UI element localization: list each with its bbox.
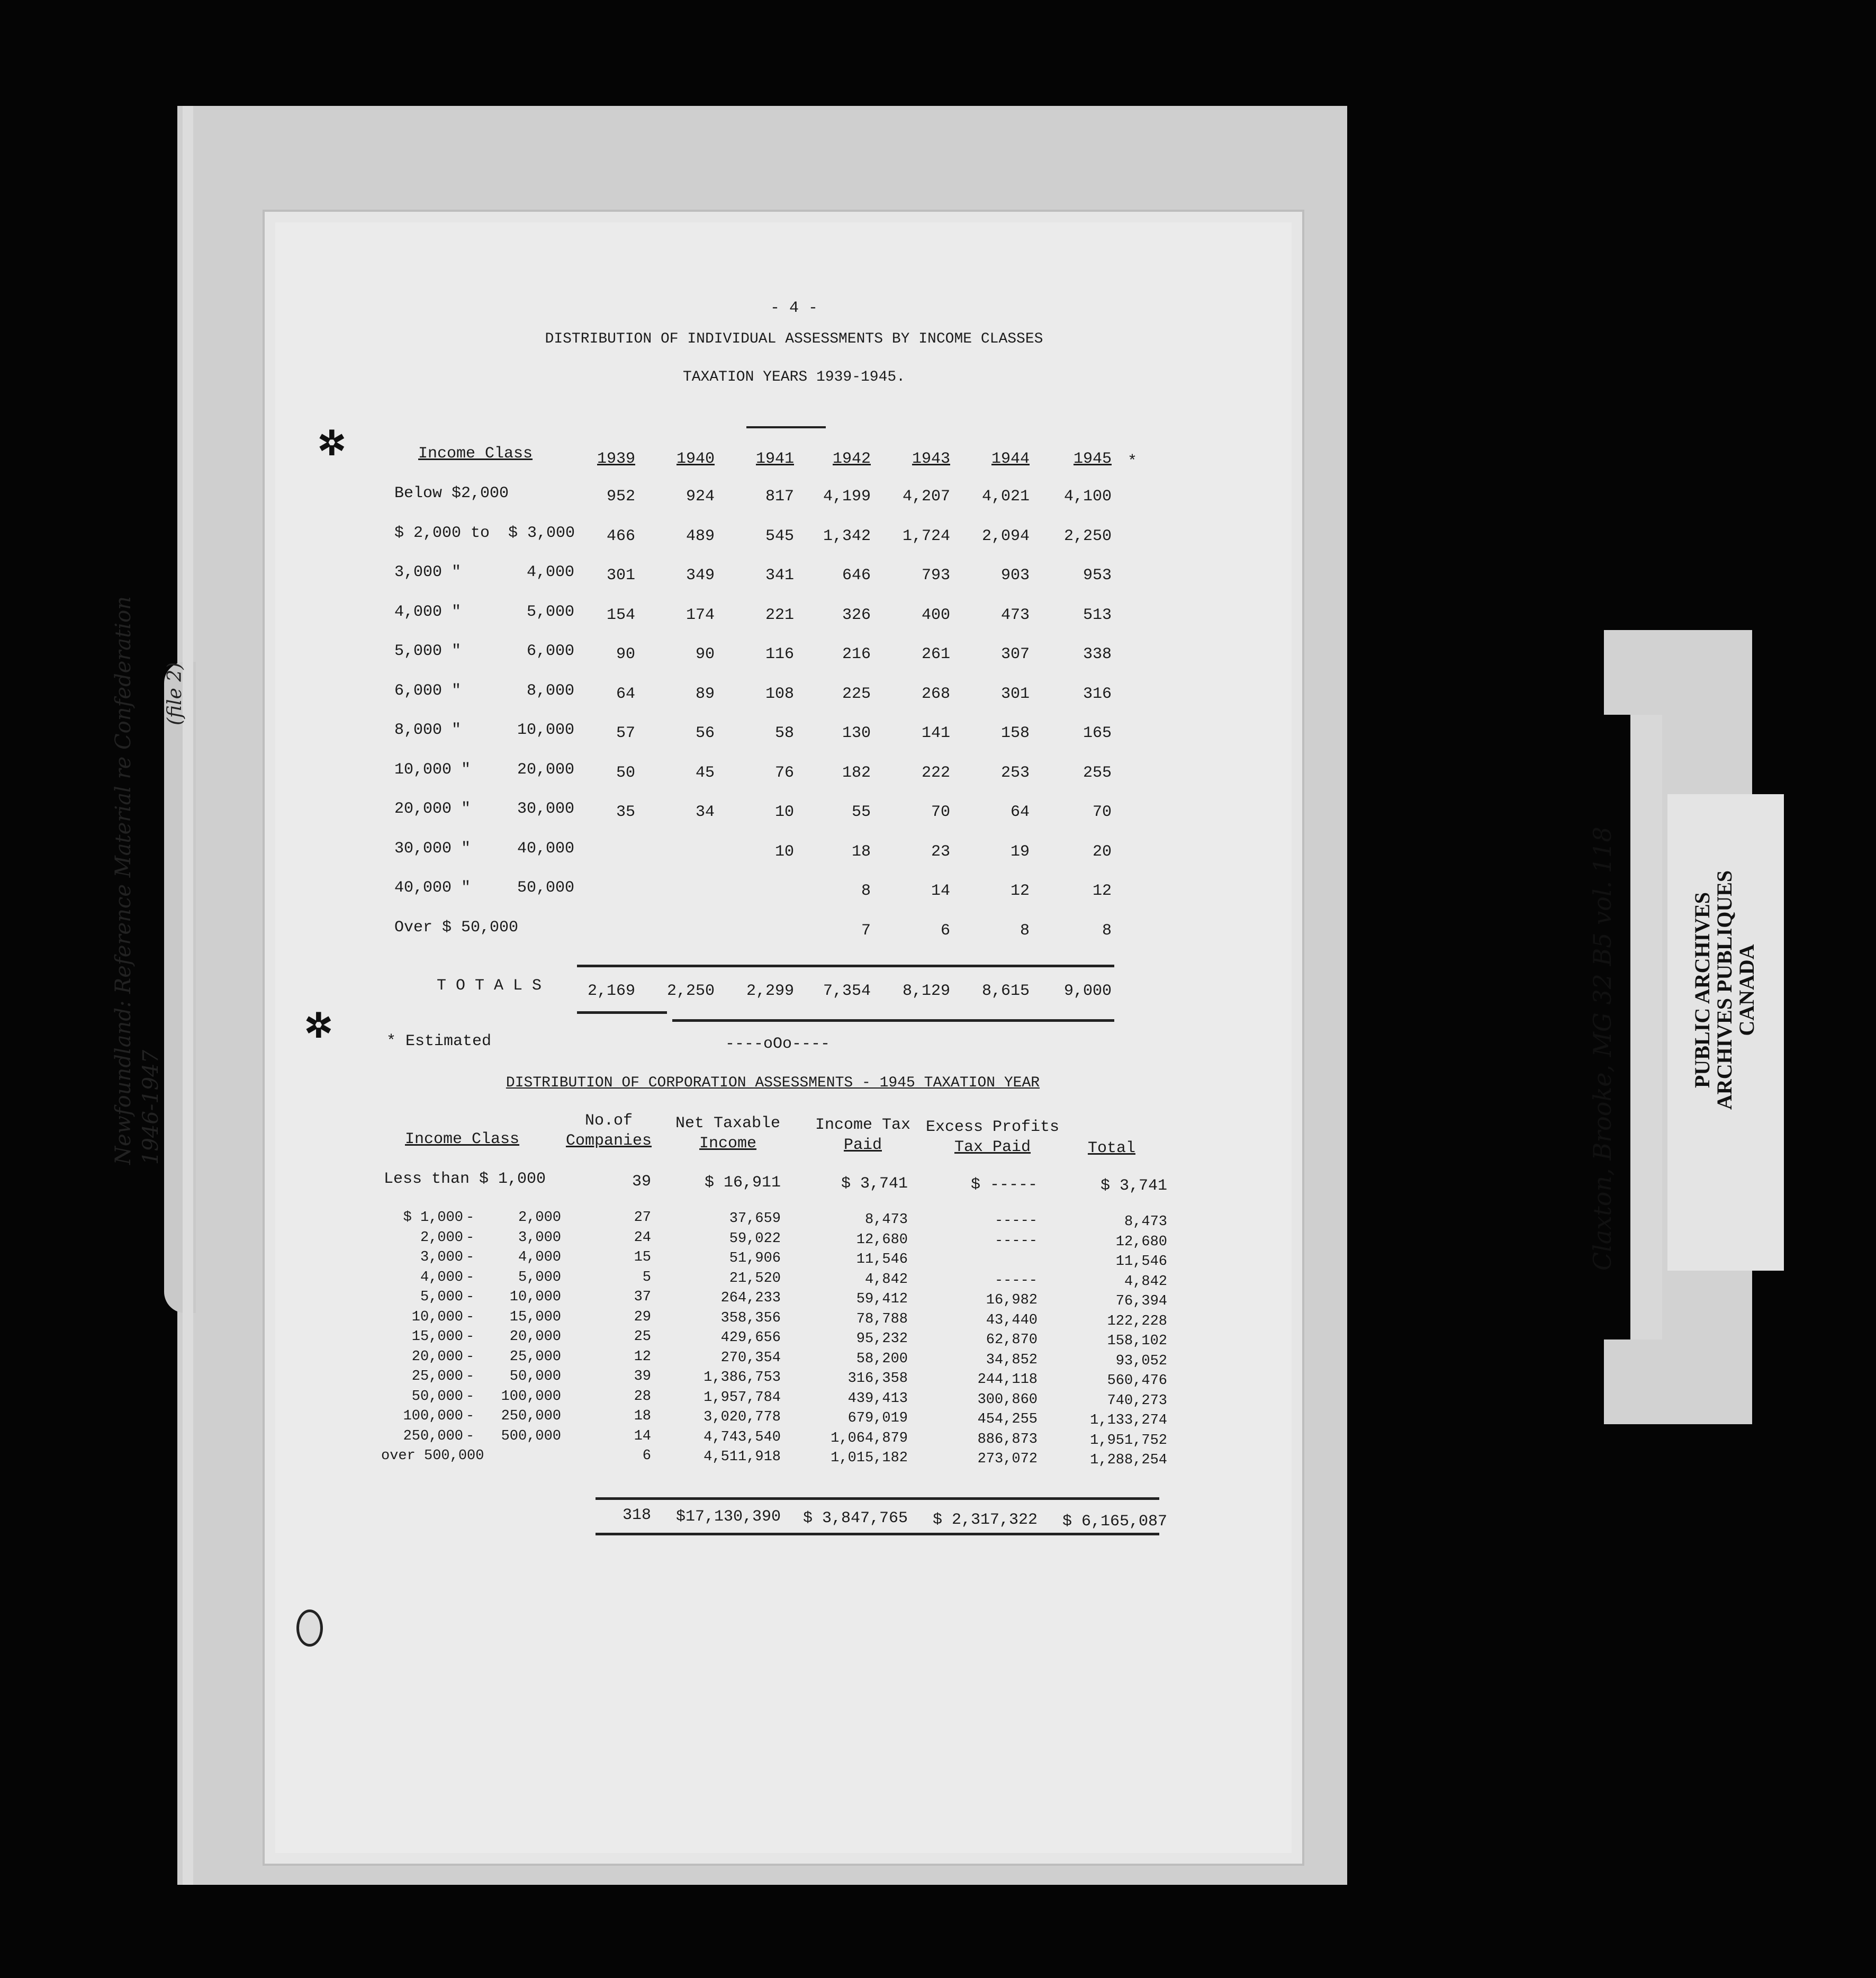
table-cell: 1,015,182 (831, 1450, 908, 1466)
archive-line3: CANADA (1735, 944, 1758, 1036)
row-range-to: 3,000 (518, 1229, 561, 1246)
table-cell: 141 (921, 724, 950, 742)
table-cell: 8,473 (864, 1212, 908, 1228)
table-cell: 1,342 (823, 527, 871, 545)
row-range-to: 10,000 (509, 1289, 561, 1305)
folder-handwritten-label (111, 529, 196, 1165)
row-range-to: 100,000 (501, 1388, 561, 1405)
table-cell: 300,860 (977, 1391, 1038, 1408)
archive-line1: PUBLIC ARCHIVES (1690, 892, 1714, 1089)
separator: ----oOo---- (725, 1035, 831, 1053)
row-range-to: 2,000 (518, 1210, 561, 1226)
row-range-from: 25,000 (411, 1369, 463, 1384)
table-cell: ----- (994, 1272, 1038, 1289)
table-cell: 253 (1000, 763, 1030, 782)
header-total: Total (1087, 1139, 1135, 1157)
table-cell: 7 (861, 921, 871, 940)
archive-line2: ARCHIVES PUBLIQUES (1712, 870, 1736, 1110)
table-cell: 90 (695, 645, 715, 663)
table-cell: 1,133,274 (1090, 1413, 1167, 1428)
table-cell: 11,546 (1115, 1254, 1167, 1270)
table-cell: 12 (634, 1348, 651, 1365)
table-cell: 244,118 (977, 1372, 1038, 1388)
row-label-upper: 4,000 (526, 563, 574, 581)
table-cell: 4,842 (864, 1271, 908, 1288)
total-cell: $ 6,165,087 (1062, 1513, 1167, 1531)
row-range-from: 250,000 (403, 1428, 463, 1444)
table-cell: 39 (634, 1369, 651, 1384)
table-cell: 4,207 (902, 488, 950, 506)
table-cell: 23 (931, 842, 950, 861)
table-cell: $ 3,741 (841, 1175, 908, 1193)
folder-label-line1: Newfoundland: Reference Material re Confederation (111, 596, 136, 1165)
header-year: 1940 (676, 450, 715, 468)
table-cell: 34 (695, 803, 715, 821)
header-year: 1944 (991, 450, 1030, 468)
row-label-upper: 5,000 (526, 603, 574, 621)
table-cell: 4,743,540 (704, 1429, 781, 1445)
table-cell: 16,982 (986, 1292, 1038, 1308)
table-cell: 255 (1083, 763, 1112, 782)
total-cell: 7,354 (823, 982, 871, 1000)
row-label-upper: 40,000 (517, 839, 574, 858)
row-label-upper: 6,000 (526, 642, 574, 660)
table-cell: 90 (616, 645, 635, 663)
total-cell: 2,169 (587, 982, 635, 1000)
row-label: 10,000 " (394, 760, 471, 779)
table-cell: 349 (686, 567, 715, 585)
page-number: - 4 - (770, 299, 818, 317)
table-cell: 264,233 (720, 1290, 781, 1306)
table-cell: 6 (940, 921, 950, 940)
table-cell: 817 (765, 488, 794, 506)
table-cell: 130 (842, 724, 871, 742)
table-cell: 1,951,752 (1090, 1432, 1167, 1449)
table-cell: 64 (1010, 803, 1030, 821)
totals-rule-top (577, 965, 1114, 967)
row-range-to: 25,000 (509, 1348, 561, 1365)
table-cell: 58,200 (856, 1351, 908, 1367)
table-cell: 20 (1092, 842, 1112, 861)
title-individual: DISTRIBUTION OF INDIVIDUAL ASSESSMENTS BY INCOME CLASSES (545, 331, 1043, 347)
label-strip (1630, 715, 1662, 1339)
table-cell: 679,019 (847, 1410, 908, 1426)
total-cell: 8,615 (981, 982, 1030, 1000)
table-cell: 29 (634, 1309, 651, 1325)
table-cell: 45 (695, 763, 715, 782)
row-label: 8,000 " (394, 721, 462, 739)
table-cell: 268 (921, 685, 950, 703)
row-range-to: 5,000 (518, 1269, 561, 1285)
table-cell: 116 (765, 645, 794, 663)
table-cell: 6 (642, 1448, 651, 1464)
corp-totals-rule-top (596, 1497, 1159, 1500)
table-cell: 56 (695, 724, 715, 742)
row-label-upper: 30,000 (517, 800, 574, 818)
table-cell: 39 (632, 1173, 651, 1191)
row-label: 4,000 " (394, 603, 462, 621)
estimated-marker: * (1128, 453, 1138, 471)
row-range-from: 50,000 (411, 1388, 463, 1405)
table-cell: 14 (931, 882, 950, 900)
page-mark-top: ✲ (318, 424, 346, 463)
table-cell: 174 (686, 606, 715, 624)
table-cell: 341 (765, 567, 794, 585)
row-label: 40,000 " (394, 879, 471, 897)
table-cell: 51,906 (729, 1251, 781, 1266)
table-cell: 466 (606, 527, 635, 545)
row-range-dash: - (466, 1329, 475, 1345)
table-cell: 1,288,254 (1090, 1452, 1167, 1468)
table-cell: 70 (1092, 803, 1112, 821)
totals-label: T O T A L S (437, 977, 542, 995)
total-cell: 8,129 (902, 982, 950, 1000)
table-cell: 24 (634, 1229, 651, 1246)
table-cell: 301 (1000, 685, 1030, 703)
row-range-from: 4,000 (420, 1269, 463, 1285)
table-cell: 338 (1083, 645, 1112, 663)
row-range-to: 250,000 (501, 1408, 561, 1424)
table-cell: 216 (842, 645, 871, 663)
row-range-to: 20,000 (509, 1329, 561, 1345)
table-cell: 560,476 (1107, 1373, 1167, 1389)
table-cell: 429,656 (720, 1330, 781, 1346)
row-label-upper: 50,000 (517, 879, 574, 897)
row-range-dash: - (466, 1348, 475, 1365)
table-cell: 37 (634, 1289, 651, 1305)
table-cell: 489 (686, 527, 715, 545)
table-cell: 89 (695, 685, 715, 703)
table-cell: 5 (642, 1269, 651, 1285)
table-cell: 108 (765, 685, 794, 703)
table-cell: 221 (765, 606, 794, 624)
table-cell: 952 (606, 488, 635, 506)
subtitle-years: TAXATION YEARS 1939-1945. (682, 369, 906, 385)
table-cell: 158,102 (1107, 1333, 1167, 1349)
totals-rule-bottom-a (577, 1011, 667, 1014)
row-range-from: 20,000 (411, 1348, 463, 1365)
header-income-class: Income Class (405, 1130, 520, 1148)
table-cell: 473 (1000, 606, 1030, 624)
row-range-dash: - (466, 1369, 475, 1384)
total-cell: 318 (622, 1506, 651, 1524)
header-year: 1942 (832, 450, 871, 468)
row-range-to: 500,000 (501, 1428, 561, 1444)
archive-reference: Claxton, Brooke, MG 32 B5 vol. 118 (1588, 826, 1617, 1271)
row-range-dash: - (466, 1388, 475, 1405)
row-label-upper: 10,000 (517, 721, 574, 739)
total-cell: 2,299 (746, 982, 794, 1000)
header-no-companies: Companies (565, 1132, 652, 1150)
table-cell: 18 (851, 842, 871, 861)
table-cell: 4,842 (1124, 1273, 1167, 1290)
table-cell: 14 (634, 1428, 651, 1444)
table-cell: 154 (606, 606, 635, 624)
row-range-dash: - (466, 1229, 475, 1246)
punch-hole (296, 1610, 323, 1647)
row-label: 30,000 " (394, 839, 471, 858)
header-income-class: Income Class (418, 445, 533, 463)
row-range-from: 10,000 (411, 1309, 463, 1325)
header-income-tax: Income Tax (815, 1116, 911, 1134)
total-cell: $ 2,317,322 (932, 1511, 1038, 1529)
row-label-upper: $ 3,000 (508, 524, 575, 542)
row-range-from: $ 1,000 (403, 1210, 463, 1226)
table-cell: 62,870 (986, 1332, 1038, 1348)
table-cell: 454,255 (977, 1411, 1038, 1427)
row-range-dash: - (466, 1289, 475, 1305)
row-range-from: 3,000 (420, 1249, 463, 1265)
row-label: 20,000 " (394, 800, 471, 818)
table-cell: 1,957,784 (704, 1389, 781, 1406)
table-cell: 70 (931, 803, 950, 821)
table-cell: 8 (1102, 921, 1112, 940)
table-cell: 270,354 (720, 1350, 781, 1366)
page-mark-middle: ✲ (304, 1006, 333, 1046)
total-cell: $ 3,847,765 (802, 1509, 908, 1527)
row-range-dash: - (466, 1428, 475, 1444)
total-cell: $17,130,390 (675, 1508, 781, 1526)
header-year: 1945 (1073, 450, 1112, 468)
table-cell: 307 (1000, 645, 1030, 663)
table-cell: 1,386,753 (704, 1370, 781, 1386)
table-cell: 740,273 (1107, 1392, 1167, 1409)
table-cell: 646 (842, 567, 871, 585)
header-income-tax: Paid (843, 1136, 882, 1154)
table-cell: 326 (842, 606, 871, 624)
header-year: 1943 (912, 450, 950, 468)
row-label: 5,000 " (394, 642, 462, 660)
table-cell: 76 (774, 763, 794, 782)
header-net-taxable: Income (699, 1135, 757, 1153)
table-cell: ----- (994, 1213, 1038, 1229)
totals-rule-bottom-b (672, 1019, 1114, 1022)
row-range-to: 4,000 (518, 1249, 561, 1265)
header-excess-profits: Excess Profits (925, 1118, 1060, 1136)
row-range-dash: - (466, 1249, 475, 1265)
first-row-label: Less than $ 1,000 (384, 1170, 546, 1188)
table-cell: 793 (921, 567, 950, 585)
table-cell: 76,394 (1115, 1293, 1167, 1309)
row-range-dash: - (466, 1309, 475, 1325)
table-cell: ----- (994, 1233, 1038, 1249)
table-cell: 59,412 (856, 1291, 908, 1307)
row-label-upper: 20,000 (517, 760, 574, 779)
table-cell: 93,052 (1115, 1353, 1167, 1369)
row-label: 3,000 " (394, 563, 462, 581)
table-cell: 64 (616, 685, 635, 703)
table-cell: 1,064,879 (831, 1430, 908, 1446)
row-label: Below $2,000 (394, 484, 509, 502)
table-cell: 301 (606, 567, 635, 585)
table-cell: 34,852 (986, 1352, 1038, 1368)
table-cell: 182 (842, 763, 871, 782)
table-cell: 8 (1020, 921, 1030, 940)
table-cell: 122,228 (1107, 1313, 1167, 1329)
table-cell: 903 (1000, 567, 1030, 585)
title-corporation: DISTRIBUTION OF CORPORATION ASSESSMENTS - 1945 TAXATION YEAR (506, 1075, 1040, 1091)
table-cell: 316,358 (847, 1371, 908, 1387)
table-cell: 165 (1083, 724, 1112, 742)
table-cell: 35 (616, 803, 635, 821)
table-cell: 273,072 (977, 1451, 1038, 1467)
table-cell: 28 (634, 1388, 651, 1405)
row-range-from: 5,000 (420, 1289, 463, 1305)
table-cell: $ ----- (970, 1176, 1038, 1194)
table-cell: 95,232 (856, 1331, 908, 1347)
total-cell: 2,250 (666, 982, 715, 1000)
table-cell: 43,440 (986, 1312, 1038, 1328)
table-cell: 11,546 (856, 1252, 908, 1267)
table-cell: 513 (1083, 606, 1112, 624)
table-cell: 21,520 (729, 1270, 781, 1287)
row-label-upper: 8,000 (526, 681, 574, 700)
table-cell: 50 (616, 763, 635, 782)
row-label: Over $ 50,000 (394, 918, 519, 937)
table-cell: 400 (921, 606, 950, 624)
table-cell: 4,199 (823, 488, 871, 506)
table-cell: 2,094 (981, 527, 1030, 545)
table-cell: 12 (1092, 882, 1112, 900)
table-cell: 18 (634, 1408, 651, 1424)
row-range-from: 2,000 (420, 1229, 463, 1246)
footnote-estimated: * Estimated (386, 1032, 492, 1050)
table-cell: 358,356 (720, 1310, 781, 1326)
table-cell: 158 (1000, 724, 1030, 742)
table-cell: 4,511,918 (704, 1449, 781, 1465)
table-cell: 19 (1010, 842, 1030, 861)
total-cell: 9,000 (1063, 982, 1112, 1000)
table-cell: 12 (1010, 882, 1030, 900)
header-no-companies: No.of (584, 1112, 633, 1130)
table-cell: 953 (1083, 567, 1112, 585)
header-year: 1939 (597, 450, 635, 468)
archive-stamp (1691, 842, 1758, 1138)
row-range-from: 15,000 (411, 1329, 463, 1345)
corp-totals-rule-bottom (596, 1533, 1159, 1535)
title-rule (746, 426, 826, 428)
table-cell: 57 (616, 724, 635, 742)
table-cell: 55 (851, 803, 871, 821)
table-cell: $ 3,741 (1100, 1177, 1167, 1195)
table-cell: 316 (1083, 685, 1112, 703)
table-cell: 12,680 (1115, 1234, 1167, 1250)
table-cell: 58 (774, 724, 794, 742)
table-cell: 924 (686, 488, 715, 506)
table-cell: 78,788 (856, 1311, 908, 1327)
table-cell: 59,022 (729, 1230, 781, 1247)
row-range-to: 50,000 (509, 1369, 561, 1384)
row-label: 6,000 " (394, 681, 462, 700)
row-range-dash: - (466, 1210, 475, 1226)
header-net-taxable: Net Taxable (675, 1114, 781, 1132)
table-cell: 12,680 (856, 1231, 908, 1248)
table-cell: 15 (634, 1249, 651, 1265)
row-range-dash: - (466, 1408, 475, 1424)
table-cell: 439,413 (847, 1390, 908, 1407)
table-cell: 222 (921, 763, 950, 782)
table-cell: 225 (842, 685, 871, 703)
table-cell: 25 (634, 1329, 651, 1345)
row-range-dash: - (466, 1269, 475, 1285)
header-excess-profits: Tax Paid (954, 1138, 1031, 1156)
table-cell: 27 (634, 1210, 651, 1226)
table-cell: 545 (765, 527, 794, 545)
table-cell: 8,473 (1124, 1214, 1167, 1230)
folder-label-file: (file 2) (164, 662, 186, 725)
table-cell: 261 (921, 645, 950, 663)
row-range-from: 100,000 (403, 1408, 463, 1424)
table-cell: 886,873 (977, 1431, 1038, 1447)
table-cell: $ 16,911 (704, 1174, 781, 1192)
header-year: 1941 (755, 450, 794, 468)
table-cell: 3,020,778 (704, 1409, 781, 1425)
row-label: $ 2,000 to (394, 524, 490, 542)
table-cell: 4,100 (1063, 488, 1112, 506)
table-cell: 37,659 (729, 1211, 781, 1227)
table-cell: 4,021 (981, 488, 1030, 506)
folder-label-line2: 1946-1947 (139, 1049, 163, 1165)
table-cell: 10 (774, 842, 794, 861)
table-cell: 2,250 (1063, 527, 1112, 545)
row-range-from: over 500,000 (381, 1448, 484, 1464)
table-cell: 1,724 (902, 527, 950, 545)
table-cell: 8 (861, 882, 871, 900)
row-range-to: 15,000 (509, 1309, 561, 1325)
table-cell: 10 (774, 803, 794, 821)
